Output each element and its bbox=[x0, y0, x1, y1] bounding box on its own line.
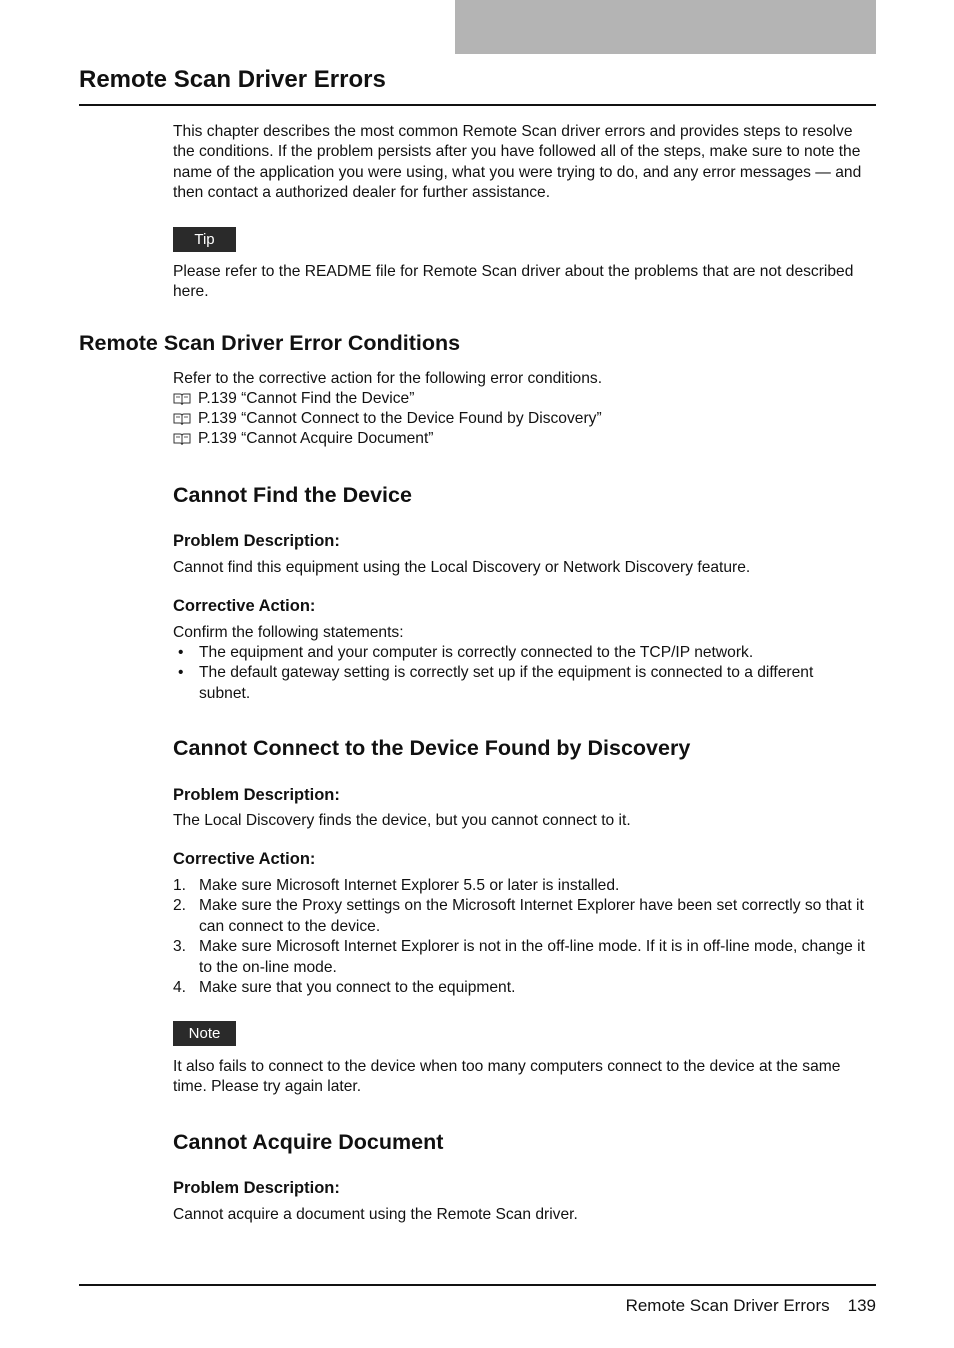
section-heading-acquire-document: Cannot Acquire Document bbox=[173, 1130, 444, 1154]
step-number: 1. bbox=[173, 877, 187, 894]
corrective-action-label: Corrective Action: bbox=[173, 597, 316, 615]
list-item bbox=[173, 876, 868, 896]
header-bar bbox=[455, 0, 876, 54]
footer-rule bbox=[79, 1284, 876, 1286]
problem-description-label: Problem Description: bbox=[173, 532, 340, 550]
list-item bbox=[173, 663, 863, 704]
book-icon bbox=[173, 432, 191, 446]
problem-description-text: Cannot find this equipment using the Local Discovery or Network Discovery feature. bbox=[173, 559, 751, 576]
tip-text: Please refer to the README file for Remote Scan driver about the problems that are not described here. bbox=[173, 263, 854, 301]
corrective-action-label: Corrective Action: bbox=[173, 850, 316, 868]
footer-section-title: Remote Scan Driver Errors bbox=[625, 1296, 830, 1315]
list-item-text: The equipment and your computer is correctly connected to the TCP/IP network. bbox=[199, 644, 754, 661]
step-number: 4. bbox=[173, 979, 187, 997]
list-item bbox=[173, 896, 868, 937]
bullet-marker: • bbox=[178, 664, 184, 682]
step-number: 2. bbox=[173, 897, 187, 915]
problem-description-text: The Local Discovery finds the device, but you cannot connect to it. bbox=[173, 812, 631, 829]
problem-description-text: Cannot acquire a document using the Remote Scan driver. bbox=[173, 1206, 578, 1223]
list-item-text: Make sure that you connect to the equipment. bbox=[199, 979, 516, 997]
list-item-text: The default gateway setting is correctly set up if the equipment is connected to a different subnet. bbox=[199, 664, 814, 702]
list-item bbox=[173, 978, 868, 998]
problem-description-label: Problem Description: bbox=[173, 1179, 340, 1197]
page-footer bbox=[626, 1296, 876, 1316]
ref-link-label: P.139 “Cannot Connect to the Device Found by Discovery” bbox=[198, 410, 602, 427]
list-item-text: Make sure the Proxy settings on the Microsoft Internet Explorer have been set correctly so that it can connect to the device. bbox=[199, 897, 864, 935]
list-item-text: Make sure Microsoft Internet Explorer 5.5 or later is installed. bbox=[199, 877, 620, 894]
intro-paragraph: This chapter describes the most common Remote Scan driver errors and provides steps to resolve the conditions. If the problem persists after you have followed all of the steps, make sure to note the name of the application you were using, what you were trying to do, and any error messages — and then contact a authorized dealer for further assistance. bbox=[173, 123, 862, 202]
list-item bbox=[173, 937, 868, 978]
ref-link-find-device[interactable] bbox=[173, 389, 414, 409]
corrective-action-steps bbox=[173, 876, 868, 998]
chapter-rule bbox=[79, 104, 876, 106]
list-item-text: Make sure Microsoft Internet Explorer is not in the off-line mode. If it is in off-line mode, change it to the on-line mode. bbox=[199, 938, 865, 976]
problem-description-label: Problem Description: bbox=[173, 786, 340, 804]
note-text: It also fails to connect to the device when too many computers connect to the device at the same time. Please try again later. bbox=[173, 1058, 841, 1096]
section-heading-connect-device: Cannot Connect to the Device Found by Discovery bbox=[173, 736, 691, 760]
ref-link-label: P.139 “Cannot Find the Device” bbox=[198, 390, 415, 407]
conditions-lead: Refer to the corrective action for the following error conditions. bbox=[173, 370, 603, 387]
bullet-marker: • bbox=[178, 644, 184, 661]
ref-link-connect-device[interactable] bbox=[173, 409, 602, 429]
corrective-action-lead: Confirm the following statements: bbox=[173, 624, 404, 641]
corrective-action-bullets bbox=[173, 643, 863, 704]
note-badge: Note bbox=[173, 1021, 236, 1046]
section-heading-find-device: Cannot Find the Device bbox=[173, 483, 412, 507]
conditions-heading: Remote Scan Driver Error Conditions bbox=[79, 331, 461, 355]
ref-link-acquire-document[interactable] bbox=[173, 429, 434, 449]
chapter-title: Remote Scan Driver Errors bbox=[79, 66, 386, 93]
step-number: 3. bbox=[173, 938, 187, 956]
list-item bbox=[173, 643, 863, 663]
tip-badge: Tip bbox=[173, 227, 236, 252]
book-icon bbox=[173, 412, 191, 426]
book-icon bbox=[173, 392, 191, 406]
ref-link-label: P.139 “Cannot Acquire Document” bbox=[198, 430, 434, 447]
page-number: 139 bbox=[847, 1296, 876, 1315]
